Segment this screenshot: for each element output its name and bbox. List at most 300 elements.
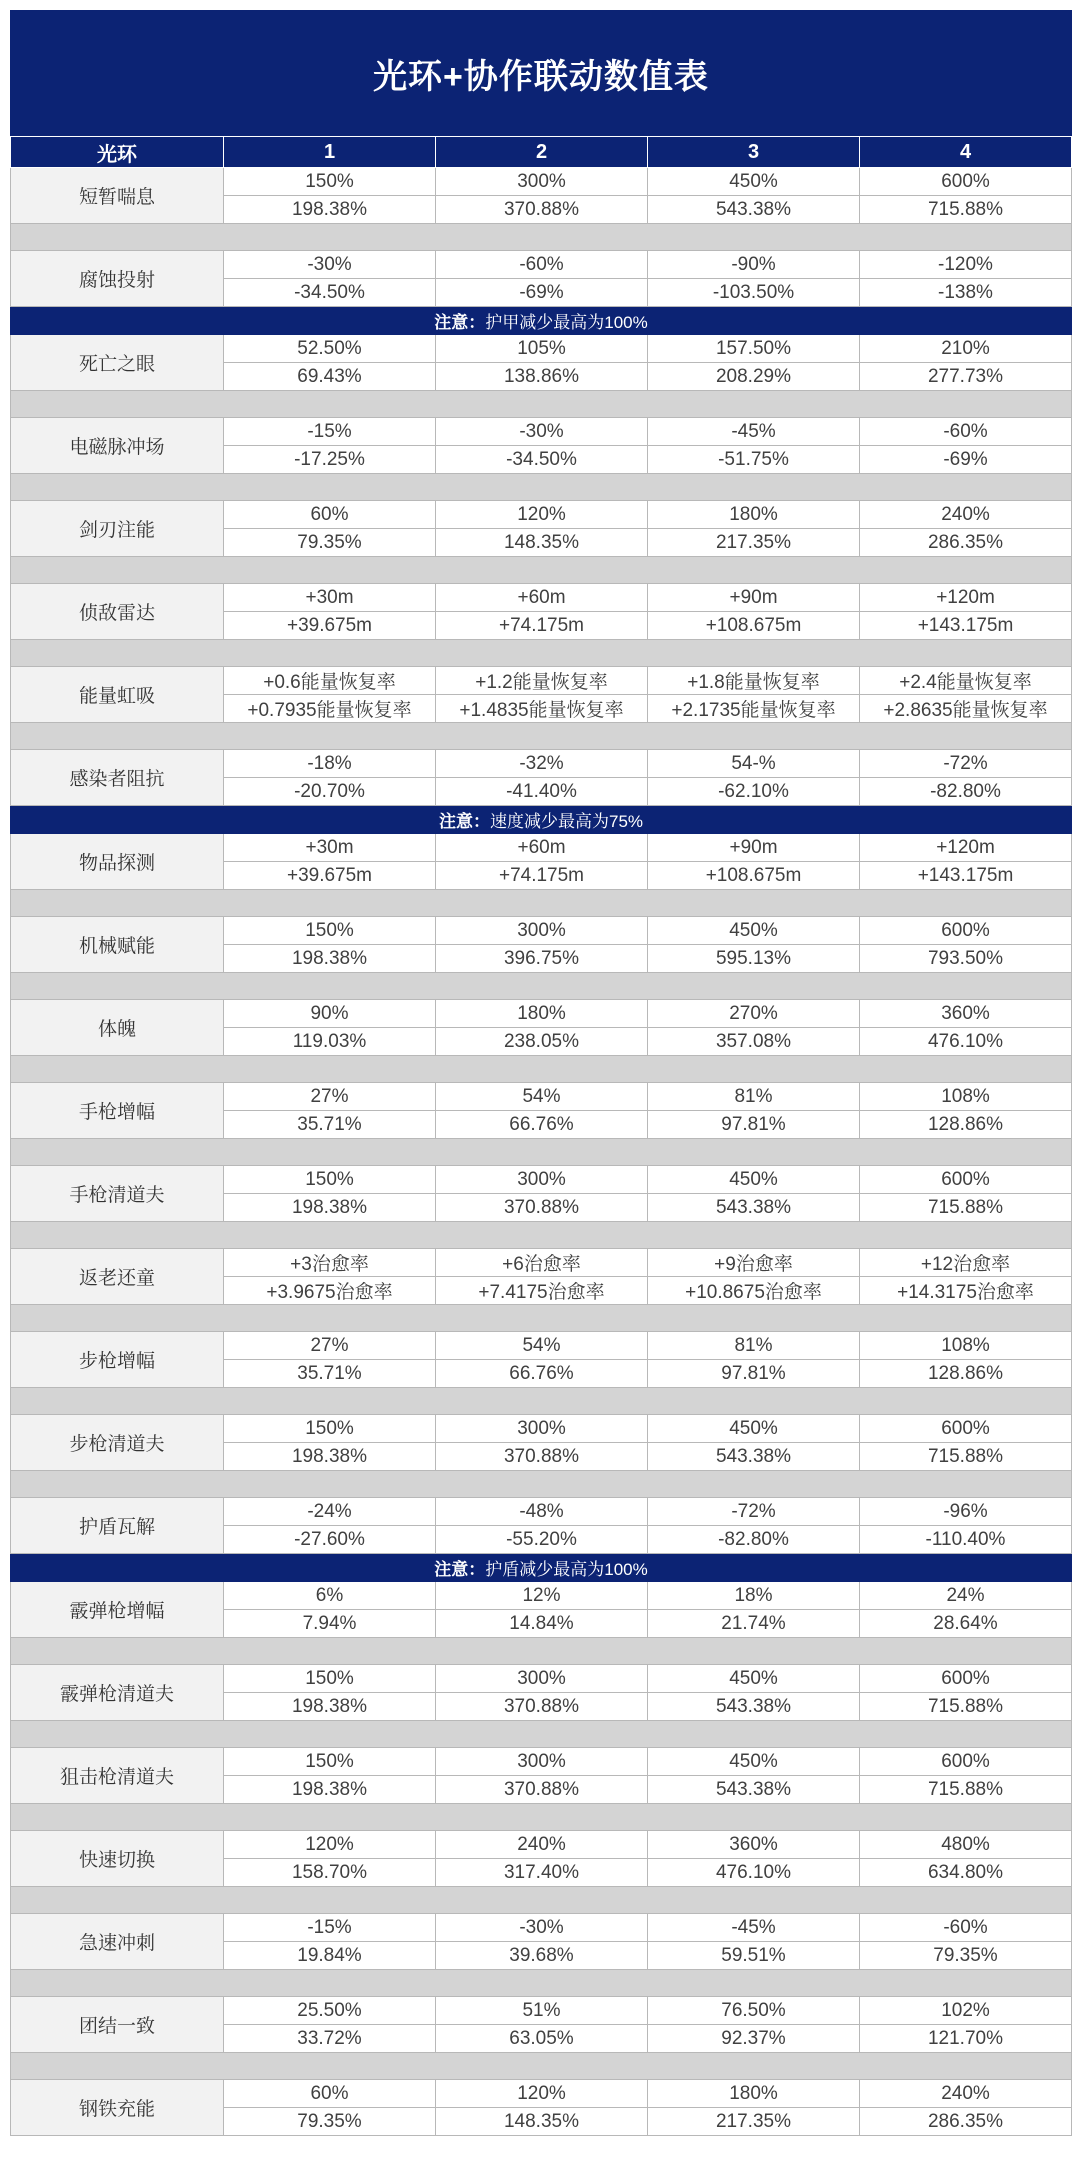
linked-value-cell: +39.675m <box>224 862 436 890</box>
base-value-cell: 102% <box>860 1997 1072 2025</box>
linked-value-cell: 198.38% <box>224 1194 436 1222</box>
base-value-cell: +90m <box>648 834 860 862</box>
note-cell <box>11 1554 1072 1582</box>
linked-value-cell: 148.35% <box>436 2108 648 2136</box>
table-row <box>11 1997 1072 2025</box>
base-value-cell: +30m <box>224 834 436 862</box>
base-value-cell: 180% <box>648 501 860 529</box>
base-value-cell: +0.6能量恢复率 <box>224 667 436 695</box>
linked-value-cell: 543.38% <box>648 1194 860 1222</box>
separator-row <box>11 474 1072 501</box>
aura-name: 物品探测 <box>11 834 224 890</box>
aura-name: 霰弹枪清道夫 <box>11 1665 224 1721</box>
base-value-cell: 105% <box>436 335 648 363</box>
base-value-cell: 76.50% <box>648 1997 860 2025</box>
linked-value-cell: -62.10% <box>648 778 860 806</box>
base-value-cell: 150% <box>224 1166 436 1194</box>
base-value-cell: -30% <box>436 418 648 446</box>
header-level-1: 1 <box>224 137 436 168</box>
linked-value-cell: 217.35% <box>648 529 860 557</box>
note-row <box>11 806 1072 834</box>
table-row <box>11 1914 1072 1942</box>
base-value-cell: 450% <box>648 1415 860 1443</box>
aura-name: 手枪清道夫 <box>11 1166 224 1222</box>
linked-value-cell: +0.7935能量恢复率 <box>224 695 436 723</box>
separator-cell <box>11 1804 1072 1831</box>
separator-cell <box>11 1887 1072 1914</box>
base-value-cell: 6% <box>224 1582 436 1610</box>
separator-row <box>11 1056 1072 1083</box>
linked-value-cell: +74.175m <box>436 862 648 890</box>
linked-value-cell: 286.35% <box>860 529 1072 557</box>
base-value-cell: 24% <box>860 1582 1072 1610</box>
separator-row <box>11 1388 1072 1415</box>
linked-value-cell: 370.88% <box>436 1443 648 1471</box>
separator-row <box>11 224 1072 251</box>
linked-value-cell: 128.86% <box>860 1360 1072 1388</box>
table-row <box>11 1831 1072 1859</box>
base-value-cell: 300% <box>436 168 648 196</box>
aura-name: 能量虹吸 <box>11 667 224 723</box>
separator-row <box>11 2053 1072 2080</box>
base-value-cell: -72% <box>860 750 1072 778</box>
note-text: 速度减少最高为75% <box>489 812 644 831</box>
base-value-cell: -30% <box>224 251 436 279</box>
header-level-2: 2 <box>436 137 648 168</box>
base-value-cell: 157.50% <box>648 335 860 363</box>
base-value-cell: 60% <box>224 2080 436 2108</box>
table-row <box>11 834 1072 862</box>
linked-value-cell: -103.50% <box>648 279 860 307</box>
base-value-cell: +60m <box>436 834 648 862</box>
base-value-cell: 150% <box>224 1748 436 1776</box>
linked-value-cell: -55.20% <box>436 1526 648 1554</box>
linked-value-cell: 198.38% <box>224 1776 436 1804</box>
linked-value-cell: 63.05% <box>436 2025 648 2053</box>
aura-name: 钢铁充能 <box>11 2080 224 2136</box>
base-value-cell: 270% <box>648 1000 860 1028</box>
linked-value-cell: 121.70% <box>860 2025 1072 2053</box>
base-value-cell: 450% <box>648 1166 860 1194</box>
table-row <box>11 501 1072 529</box>
linked-value-cell: 138.86% <box>436 363 648 391</box>
linked-value-cell: +143.175m <box>860 862 1072 890</box>
separator-row <box>11 1638 1072 1665</box>
linked-value-cell: 217.35% <box>648 2108 860 2136</box>
header-level-4: 4 <box>860 137 1072 168</box>
linked-value-cell: 543.38% <box>648 1443 860 1471</box>
base-value-cell: 27% <box>224 1083 436 1111</box>
base-value-cell: 90% <box>224 1000 436 1028</box>
separator-cell <box>11 1721 1072 1748</box>
base-value-cell: -15% <box>224 418 436 446</box>
separator-cell <box>11 1222 1072 1249</box>
base-value-cell: +12治愈率 <box>860 1249 1072 1277</box>
separator-cell <box>11 474 1072 501</box>
linked-value-cell: 238.05% <box>436 1028 648 1056</box>
linked-value-cell: 277.73% <box>860 363 1072 391</box>
linked-value-cell: +2.1735能量恢复率 <box>648 695 860 723</box>
linked-value-cell: -17.25% <box>224 446 436 474</box>
aura-name: 短暂喘息 <box>11 168 224 224</box>
base-value-cell: 60% <box>224 501 436 529</box>
base-value-cell: 450% <box>648 1748 860 1776</box>
base-value-cell: 600% <box>860 1748 1072 1776</box>
separator-cell <box>11 1139 1072 1166</box>
base-value-cell: 210% <box>860 335 1072 363</box>
linked-value-cell: +1.4835能量恢复率 <box>436 695 648 723</box>
base-value-cell: 81% <box>648 1083 860 1111</box>
linked-value-cell: 208.29% <box>648 363 860 391</box>
base-value-cell: 120% <box>436 2080 648 2108</box>
separator-row <box>11 1721 1072 1748</box>
linked-value-cell: -34.50% <box>436 446 648 474</box>
separator-cell <box>11 1305 1072 1332</box>
base-value-cell: 360% <box>860 1000 1072 1028</box>
base-value-cell: 150% <box>224 1665 436 1693</box>
linked-value-cell: 198.38% <box>224 1443 436 1471</box>
linked-value-cell: 715.88% <box>860 196 1072 224</box>
aura-name: 快速切换 <box>11 1831 224 1887</box>
base-value-cell: -90% <box>648 251 860 279</box>
base-value-cell: 240% <box>860 2080 1072 2108</box>
base-value-cell: 600% <box>860 1665 1072 1693</box>
linked-value-cell: 79.35% <box>224 2108 436 2136</box>
separator-cell <box>11 1638 1072 1665</box>
base-value-cell: +1.8能量恢复率 <box>648 667 860 695</box>
linked-value-cell: +3.9675治愈率 <box>224 1277 436 1305</box>
table-row <box>11 168 1072 196</box>
base-value-cell: 240% <box>860 501 1072 529</box>
base-value-cell: +30m <box>224 584 436 612</box>
note-row <box>11 307 1072 335</box>
linked-value-cell: -41.40% <box>436 778 648 806</box>
base-value-cell: 27% <box>224 1332 436 1360</box>
linked-value-cell: +10.8675治愈率 <box>648 1277 860 1305</box>
linked-value-cell: 21.74% <box>648 1610 860 1638</box>
base-value-cell: -60% <box>860 1914 1072 1942</box>
sheet-title: 光环+协作联动数值表 <box>10 10 1072 136</box>
base-value-cell: -18% <box>224 750 436 778</box>
aura-name: 机械赋能 <box>11 917 224 973</box>
separator-cell <box>11 640 1072 667</box>
base-value-cell: -72% <box>648 1498 860 1526</box>
linked-value-cell: 119.03% <box>224 1028 436 1056</box>
base-value-cell: -30% <box>436 1914 648 1942</box>
linked-value-cell: 35.71% <box>224 1360 436 1388</box>
aura-name: 手枪增幅 <box>11 1083 224 1139</box>
linked-value-cell: 543.38% <box>648 196 860 224</box>
aura-name: 死亡之眼 <box>11 335 224 391</box>
linked-value-cell: +14.3175治愈率 <box>860 1277 1072 1305</box>
aura-name: 护盾瓦解 <box>11 1498 224 1554</box>
linked-value-cell: -34.50% <box>224 279 436 307</box>
base-value-cell: +60m <box>436 584 648 612</box>
linked-value-cell: -20.70% <box>224 778 436 806</box>
aura-name: 霰弹枪增幅 <box>11 1582 224 1638</box>
aura-name: 电磁脉冲场 <box>11 418 224 474</box>
aura-name: 侦敌雷达 <box>11 584 224 640</box>
separator-row <box>11 1970 1072 1997</box>
linked-value-cell: 66.76% <box>436 1111 648 1139</box>
aura-name: 返老还童 <box>11 1249 224 1305</box>
linked-value-cell: 198.38% <box>224 1693 436 1721</box>
base-value-cell: 12% <box>436 1582 648 1610</box>
base-value-cell: +90m <box>648 584 860 612</box>
base-value-cell: 54% <box>436 1083 648 1111</box>
base-value-cell: -45% <box>648 418 860 446</box>
base-value-cell: 300% <box>436 1415 648 1443</box>
base-value-cell: 600% <box>860 168 1072 196</box>
base-value-cell: 480% <box>860 1831 1072 1859</box>
separator-row <box>11 557 1072 584</box>
base-value-cell: -96% <box>860 1498 1072 1526</box>
base-value-cell: -32% <box>436 750 648 778</box>
base-value-cell: 300% <box>436 1665 648 1693</box>
aura-name: 体魄 <box>11 1000 224 1056</box>
linked-value-cell: 715.88% <box>860 1693 1072 1721</box>
base-value-cell: 52.50% <box>224 335 436 363</box>
linked-value-cell: 634.80% <box>860 1859 1072 1887</box>
linked-value-cell: 370.88% <box>436 196 648 224</box>
base-value-cell: 240% <box>436 1831 648 1859</box>
aura-name: 剑刃注能 <box>11 501 224 557</box>
linked-value-cell: 97.81% <box>648 1360 860 1388</box>
table-row <box>11 1665 1072 1693</box>
linked-value-cell: -27.60% <box>224 1526 436 1554</box>
base-value-cell: +120m <box>860 584 1072 612</box>
table-row <box>11 1332 1072 1360</box>
linked-value-cell: 33.72% <box>224 2025 436 2053</box>
linked-value-cell: 7.94% <box>224 1610 436 1638</box>
base-value-cell: -120% <box>860 251 1072 279</box>
base-value-cell: 600% <box>860 1166 1072 1194</box>
aura-name: 团结一致 <box>11 1997 224 2053</box>
table-row <box>11 1498 1072 1526</box>
base-value-cell: 108% <box>860 1083 1072 1111</box>
linked-value-cell: 357.08% <box>648 1028 860 1056</box>
base-value-cell: -60% <box>436 251 648 279</box>
linked-value-cell: 14.84% <box>436 1610 648 1638</box>
table-row <box>11 584 1072 612</box>
linked-value-cell: 595.13% <box>648 945 860 973</box>
note-cell <box>11 307 1072 335</box>
linked-value-cell: -51.75% <box>648 446 860 474</box>
linked-value-cell: -82.80% <box>648 1526 860 1554</box>
linked-value-cell: -69% <box>860 446 1072 474</box>
linked-value-cell: 198.38% <box>224 945 436 973</box>
linked-value-cell: 28.64% <box>860 1610 1072 1638</box>
header-name-column: 光环 <box>11 137 224 168</box>
separator-cell <box>11 1471 1072 1498</box>
base-value-cell: +6治愈率 <box>436 1249 648 1277</box>
linked-value-cell: 396.75% <box>436 945 648 973</box>
linked-value-cell: +7.4175治愈率 <box>436 1277 648 1305</box>
linked-value-cell: 715.88% <box>860 1194 1072 1222</box>
linked-value-cell: 543.38% <box>648 1776 860 1804</box>
separator-cell <box>11 890 1072 917</box>
table-row <box>11 1582 1072 1610</box>
separator-row <box>11 723 1072 750</box>
base-value-cell: 81% <box>648 1332 860 1360</box>
aura-name: 步枪增幅 <box>11 1332 224 1388</box>
aura-name: 急速冲刺 <box>11 1914 224 1970</box>
base-value-cell: 450% <box>648 168 860 196</box>
linked-value-cell: 370.88% <box>436 1776 648 1804</box>
aura-name: 狙击枪清道夫 <box>11 1748 224 1804</box>
base-value-cell: +9治愈率 <box>648 1249 860 1277</box>
note-label: 注意： <box>434 1560 486 1579</box>
base-value-cell: 51% <box>436 1997 648 2025</box>
linked-value-cell: 35.71% <box>224 1111 436 1139</box>
table-row <box>11 1000 1072 1028</box>
table-row <box>11 418 1072 446</box>
base-value-cell: 120% <box>224 1831 436 1859</box>
base-value-cell: 360% <box>648 1831 860 1859</box>
base-value-cell: 300% <box>436 917 648 945</box>
linked-value-cell: +143.175m <box>860 612 1072 640</box>
separator-row <box>11 1471 1072 1498</box>
base-value-cell: 54% <box>436 1332 648 1360</box>
separator-row <box>11 1222 1072 1249</box>
base-value-cell: 120% <box>436 501 648 529</box>
note-text: 护盾减少最高为100% <box>485 1560 648 1579</box>
aura-name: 感染者阻抗 <box>11 750 224 806</box>
linked-value-cell: 793.50% <box>860 945 1072 973</box>
linked-value-cell: 92.37% <box>648 2025 860 2053</box>
linked-value-cell: 69.43% <box>224 363 436 391</box>
linked-value-cell: -82.80% <box>860 778 1072 806</box>
base-value-cell: -24% <box>224 1498 436 1526</box>
base-value-cell: +2.4能量恢复率 <box>860 667 1072 695</box>
base-value-cell: 450% <box>648 917 860 945</box>
linked-value-cell: 97.81% <box>648 1111 860 1139</box>
table-row <box>11 2080 1072 2108</box>
base-value-cell: 180% <box>648 2080 860 2108</box>
separator-cell <box>11 391 1072 418</box>
note-label: 注意： <box>438 812 490 831</box>
separator-row <box>11 640 1072 667</box>
linked-value-cell: 715.88% <box>860 1776 1072 1804</box>
table-row <box>11 917 1072 945</box>
separator-cell <box>11 224 1072 251</box>
base-value-cell: -60% <box>860 418 1072 446</box>
linked-value-cell: +108.675m <box>648 862 860 890</box>
note-row <box>11 1554 1072 1582</box>
table-row <box>11 251 1072 279</box>
base-value-cell: 108% <box>860 1332 1072 1360</box>
base-value-cell: +120m <box>860 834 1072 862</box>
linked-value-cell: +74.175m <box>436 612 648 640</box>
separator-cell <box>11 1970 1072 1997</box>
base-value-cell: 300% <box>436 1166 648 1194</box>
base-value-cell: 150% <box>224 1415 436 1443</box>
table-row <box>11 667 1072 695</box>
separator-row <box>11 1887 1072 1914</box>
base-value-cell: -48% <box>436 1498 648 1526</box>
table-body <box>11 168 1072 2136</box>
linked-value-cell: 19.84% <box>224 1942 436 1970</box>
linked-value-cell: 128.86% <box>860 1111 1072 1139</box>
linked-value-cell: 286.35% <box>860 2108 1072 2136</box>
linked-value-cell: 198.38% <box>224 196 436 224</box>
base-value-cell: 600% <box>860 917 1072 945</box>
table-row <box>11 1083 1072 1111</box>
header-level-3: 3 <box>648 137 860 168</box>
linked-value-cell: 59.51% <box>648 1942 860 1970</box>
table-row <box>11 750 1072 778</box>
linked-value-cell: 39.68% <box>436 1942 648 1970</box>
separator-row <box>11 890 1072 917</box>
stats-table <box>10 136 1072 2136</box>
aura-name: 腐蚀投射 <box>11 251 224 307</box>
header-row <box>11 137 1072 168</box>
separator-row <box>11 1139 1072 1166</box>
linked-value-cell: 715.88% <box>860 1443 1072 1471</box>
linked-value-cell: 543.38% <box>648 1693 860 1721</box>
separator-row <box>11 973 1072 1000</box>
note-cell <box>11 806 1072 834</box>
linked-value-cell: 148.35% <box>436 529 648 557</box>
separator-cell <box>11 1388 1072 1415</box>
linked-value-cell: 79.35% <box>224 529 436 557</box>
separator-cell <box>11 723 1072 750</box>
linked-value-cell: -138% <box>860 279 1072 307</box>
note-label: 注意： <box>434 313 486 332</box>
linked-value-cell: 476.10% <box>648 1859 860 1887</box>
linked-value-cell: 66.76% <box>436 1360 648 1388</box>
separator-row <box>11 1305 1072 1332</box>
base-value-cell: 54-% <box>648 750 860 778</box>
note-text: 护甲减少最高为100% <box>485 313 648 332</box>
base-value-cell: 450% <box>648 1665 860 1693</box>
table-row <box>11 1748 1072 1776</box>
table-row <box>11 1249 1072 1277</box>
linked-value-cell: -110.40% <box>860 1526 1072 1554</box>
table-row <box>11 1415 1072 1443</box>
table-row <box>11 335 1072 363</box>
separator-cell <box>11 973 1072 1000</box>
base-value-cell: +1.2能量恢复率 <box>436 667 648 695</box>
linked-value-cell: 79.35% <box>860 1942 1072 1970</box>
base-value-cell: 18% <box>648 1582 860 1610</box>
base-value-cell: 180% <box>436 1000 648 1028</box>
separator-cell <box>11 1056 1072 1083</box>
linked-value-cell: +2.8635能量恢复率 <box>860 695 1072 723</box>
base-value-cell: 300% <box>436 1748 648 1776</box>
base-value-cell: 150% <box>224 168 436 196</box>
linked-value-cell: 476.10% <box>860 1028 1072 1056</box>
base-value-cell: 600% <box>860 1415 1072 1443</box>
aura-name: 步枪清道夫 <box>11 1415 224 1471</box>
linked-value-cell: -69% <box>436 279 648 307</box>
linked-value-cell: +39.675m <box>224 612 436 640</box>
linked-value-cell: +108.675m <box>648 612 860 640</box>
linked-value-cell: 158.70% <box>224 1859 436 1887</box>
separator-row <box>11 391 1072 418</box>
linked-value-cell: 317.40% <box>436 1859 648 1887</box>
separator-cell <box>11 557 1072 584</box>
base-value-cell: -15% <box>224 1914 436 1942</box>
aura-stats-sheet <box>10 10 1072 2136</box>
table-row <box>11 1166 1072 1194</box>
base-value-cell: 25.50% <box>224 1997 436 2025</box>
separator-cell <box>11 2053 1072 2080</box>
linked-value-cell: 370.88% <box>436 1693 648 1721</box>
base-value-cell: 150% <box>224 917 436 945</box>
separator-row <box>11 1804 1072 1831</box>
base-value-cell: +3治愈率 <box>224 1249 436 1277</box>
